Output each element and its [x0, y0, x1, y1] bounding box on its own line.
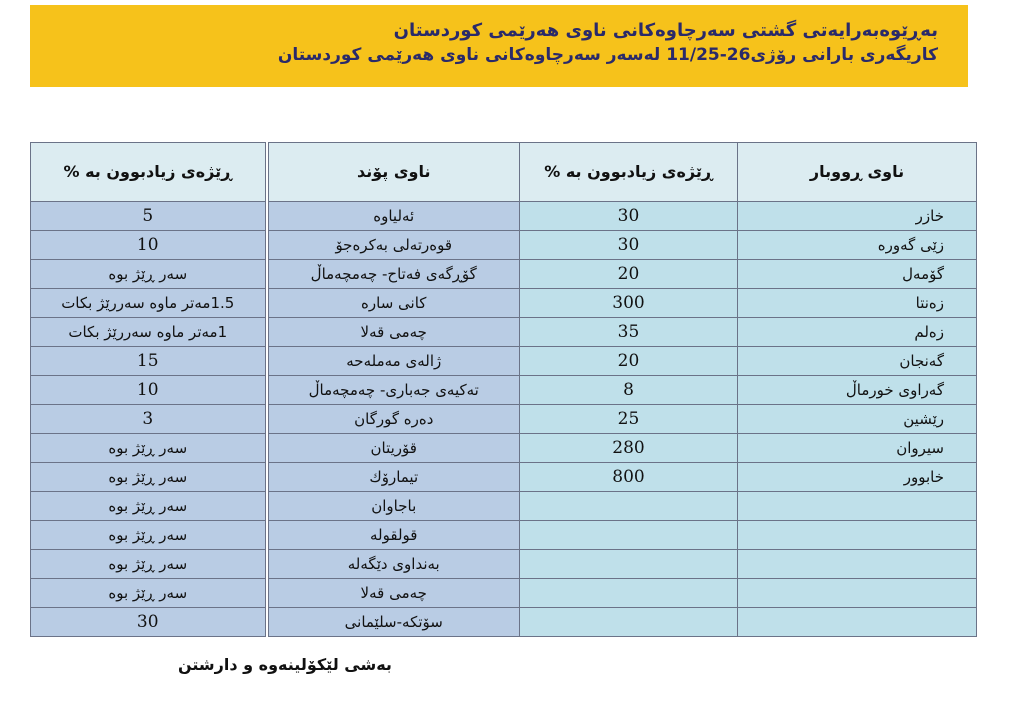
pond-name-cell: چەمی قەلا: [267, 579, 520, 608]
river-name-cell: [738, 550, 977, 579]
header-pond-pct: ڕێژەی زیادبوون بە %: [31, 143, 267, 202]
table-row: [31, 492, 977, 521]
river-name-cell: زێی گەورە: [738, 231, 977, 260]
pond-pct-cell: 5: [31, 202, 267, 231]
pond-pct-cell: 1مەتر ماوە سەررێژ بکات: [31, 318, 267, 347]
title-banner: [30, 5, 968, 87]
table-row: [31, 289, 977, 318]
table-row: [31, 521, 977, 550]
table-row: [31, 231, 977, 260]
table-row: [31, 579, 977, 608]
table-row: [31, 202, 977, 231]
river-name-cell: زەلم: [738, 318, 977, 347]
pond-name-cell: بەنداوی دێگەلە: [267, 550, 520, 579]
river-pct-cell: [520, 579, 738, 608]
table-row: [31, 463, 977, 492]
river-name-cell: گەراوی خورماڵ: [738, 376, 977, 405]
pond-pct-cell: سەر ڕێژ بوە: [31, 434, 267, 463]
river-name-cell: خازر: [738, 202, 977, 231]
pond-name-cell: سۆتکە-سلێمانی: [267, 608, 520, 637]
river-pct-cell: 280: [520, 434, 738, 463]
table-row: [31, 434, 977, 463]
table-row: [31, 608, 977, 637]
river-name-cell: گەنجان: [738, 347, 977, 376]
page-title: بەڕێوەبەرایەتی گشتی سەرچاوەکانی ناوی هەرێمی کوردستان: [393, 20, 938, 41]
river-name-cell: گۆمەل: [738, 260, 977, 289]
river-name-cell: [738, 492, 977, 521]
river-pct-cell: 300: [520, 289, 738, 318]
river-name-cell: [738, 608, 977, 637]
table-header-row: [31, 143, 977, 202]
river-pct-cell: [520, 492, 738, 521]
pond-pct-cell: 10: [31, 376, 267, 405]
table-row: [31, 550, 977, 579]
pond-name-cell: تیمارۆك: [267, 463, 520, 492]
river-name-cell: رێشین: [738, 405, 977, 434]
pond-pct-cell: 15: [31, 347, 267, 376]
river-pct-cell: [520, 608, 738, 637]
pond-name-cell: قولقولە: [267, 521, 520, 550]
pond-pct-cell: 3: [31, 405, 267, 434]
pond-pct-cell: سەر ڕێژ بوە: [31, 550, 267, 579]
pond-name-cell: قۆریتان: [267, 434, 520, 463]
river-name-cell: سیروان: [738, 434, 977, 463]
pond-pct-cell: 10: [31, 231, 267, 260]
header-river-name: ناوی ڕووبار: [738, 143, 977, 202]
river-pct-cell: 35: [520, 318, 738, 347]
table-row: [31, 318, 977, 347]
table-row: [31, 260, 977, 289]
river-pct-cell: 8: [520, 376, 738, 405]
pond-name-cell: ئەلیاوە: [267, 202, 520, 231]
river-pct-cell: 20: [520, 260, 738, 289]
river-name-cell: [738, 579, 977, 608]
table-row: [31, 347, 977, 376]
footer-department: بەشی لێکۆلینەوە و دارشتن: [178, 655, 392, 674]
table-row: [31, 405, 977, 434]
river-pct-cell: 20: [520, 347, 738, 376]
pond-pct-cell: سەر ڕێژ بوە: [31, 463, 267, 492]
river-pct-cell: [520, 521, 738, 550]
header-pond-name: ناوی پۆند: [267, 143, 520, 202]
pond-pct-cell: 30: [31, 608, 267, 637]
pond-pct-cell: سەر ڕێژ بوە: [31, 579, 267, 608]
river-pct-cell: [520, 550, 738, 579]
pond-pct-cell: 1.5مەتر ماوە سەررێژ بکات: [31, 289, 267, 318]
table-body: [31, 202, 977, 637]
river-name-cell: زەنتا: [738, 289, 977, 318]
pond-name-cell: باجاوان: [267, 492, 520, 521]
data-table: [30, 142, 977, 637]
pond-pct-cell: سەر ڕێژ بوە: [31, 521, 267, 550]
pond-name-cell: قوەرتەلی بەکرەجۆ: [267, 231, 520, 260]
pond-name-cell: کانی سارە: [267, 289, 520, 318]
pond-pct-cell: سەر ڕێژ بوە: [31, 260, 267, 289]
pond-name-cell: تەکیەی جەباری- چەمچەماڵ: [267, 376, 520, 405]
pond-name-cell: ژالەی مەملەحە: [267, 347, 520, 376]
table-row: [31, 376, 977, 405]
river-name-cell: [738, 521, 977, 550]
header-river-pct: ڕێژەی زیادبوون بە %: [520, 143, 738, 202]
pond-pct-cell: سەر ڕێژ بوە: [31, 492, 267, 521]
river-pct-cell: 25: [520, 405, 738, 434]
river-pct-cell: 800: [520, 463, 738, 492]
river-pct-cell: 30: [520, 202, 738, 231]
pond-name-cell: چەمی قەلا: [267, 318, 520, 347]
pond-name-cell: دەرە گورگان: [267, 405, 520, 434]
pond-name-cell: گۆڕگەی فەتاح- چەمچەماڵ: [267, 260, 520, 289]
page-subtitle: کاریگەری بارانی رۆژی26-11/25 لەسەر سەرچاوەکانی ناوی هەرێمی کوردستان: [277, 45, 938, 65]
river-name-cell: خابوور: [738, 463, 977, 492]
river-pct-cell: 30: [520, 231, 738, 260]
